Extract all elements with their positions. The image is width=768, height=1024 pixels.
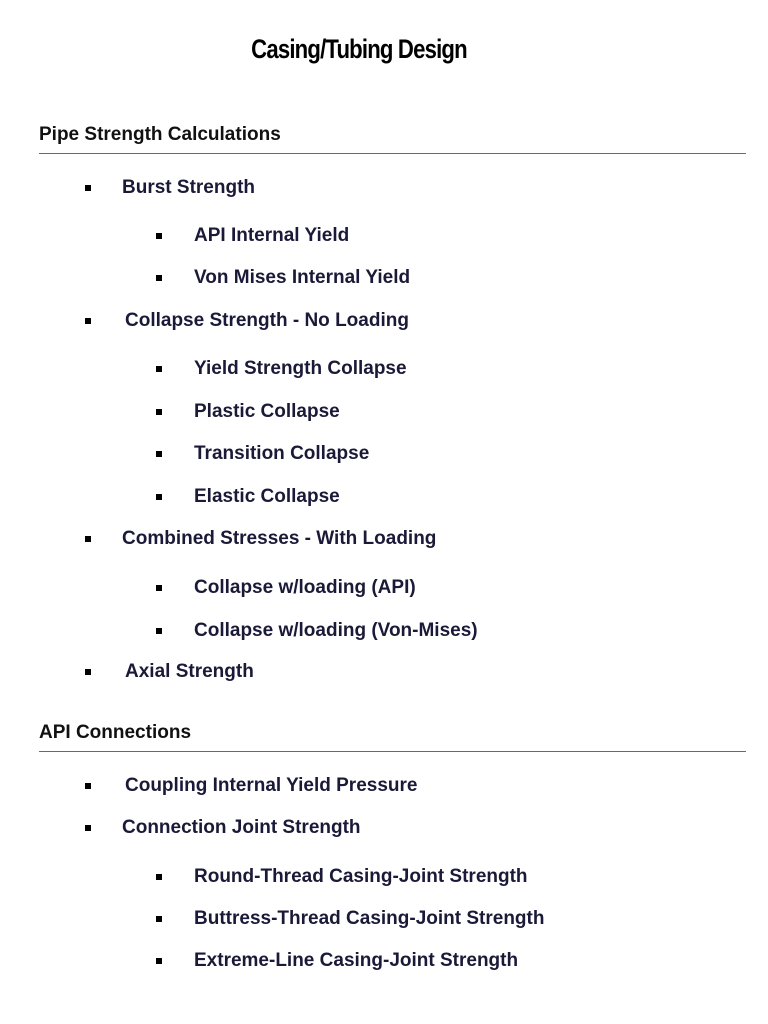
bullet-icon: [85, 536, 91, 542]
link-von-mises-internal-yield[interactable]: Von Mises Internal Yield: [194, 267, 411, 288]
link-combined-stresses[interactable]: Combined Stresses - With Loading: [122, 528, 437, 549]
bullet-icon: [156, 958, 162, 964]
link-collapse-strength[interactable]: Collapse Strength - No Loading: [125, 310, 409, 331]
list-item-transition-collapse[interactable]: [194, 443, 369, 465]
link-transition-collapse[interactable]: Transition Collapse: [194, 443, 370, 464]
bullet-icon: [156, 628, 162, 634]
bullet-icon: [156, 233, 162, 239]
list-item-von-mises-internal-yield[interactable]: [194, 267, 410, 289]
bullet-icon: [156, 585, 162, 591]
bullet-icon: [85, 185, 91, 191]
list-item-burst-strength[interactable]: [122, 177, 255, 199]
list-item-collapse-strength[interactable]: [125, 310, 409, 332]
list-item-axial-strength[interactable]: [125, 661, 254, 683]
bullet-icon: [156, 874, 162, 880]
list-item-elastic-collapse[interactable]: [194, 486, 340, 508]
bullet-icon: [85, 825, 91, 831]
bullet-icon: [85, 783, 91, 789]
bullet-icon: [85, 669, 91, 675]
link-yield-strength-collapse[interactable]: Yield Strength Collapse: [194, 358, 407, 379]
link-axial-strength[interactable]: Axial Strength: [125, 661, 254, 682]
link-api-internal-yield[interactable]: API Internal Yield: [194, 225, 350, 246]
list-item-api-internal-yield[interactable]: [194, 225, 349, 247]
link-burst-strength[interactable]: Burst Strength: [122, 177, 255, 198]
list-item-collapse-loading-von-mises[interactable]: [194, 620, 478, 642]
bullet-icon: [156, 451, 162, 457]
link-connection-joint-strength[interactable]: Connection Joint Strength: [122, 817, 361, 838]
link-collapse-loading-von-mises[interactable]: Collapse w/loading (Von-Mises): [194, 620, 478, 641]
link-collapse-loading-api[interactable]: Collapse w/loading (API): [194, 577, 416, 598]
list-item-plastic-collapse[interactable]: [194, 401, 340, 423]
page-title: Casing/Tubing Design: [251, 34, 467, 64]
bullet-icon: [156, 366, 162, 372]
list-item-coupling-internal-yield[interactable]: [125, 775, 417, 797]
list-item-yield-strength-collapse[interactable]: [194, 358, 407, 380]
link-coupling-internal-yield[interactable]: Coupling Internal Yield Pressure: [125, 775, 418, 796]
link-elastic-collapse[interactable]: Elastic Collapse: [194, 486, 340, 507]
list-item-collapse-loading-api[interactable]: [194, 577, 416, 599]
bullet-icon: [156, 494, 162, 500]
link-extreme-line[interactable]: Extreme-Line Casing-Joint Strength: [194, 950, 519, 971]
list-item-combined-stresses[interactable]: [122, 528, 436, 550]
link-round-thread[interactable]: Round-Thread Casing-Joint Strength: [194, 866, 528, 887]
section-heading-pipe-strength: Pipe Strength Calculations: [39, 124, 746, 154]
link-buttress-thread[interactable]: Buttress-Thread Casing-Joint Strength: [194, 908, 545, 929]
bullet-icon: [156, 916, 162, 922]
list-item-connection-joint-strength[interactable]: [122, 817, 361, 839]
bullet-icon: [156, 275, 162, 281]
bullet-icon: [156, 409, 162, 415]
link-plastic-collapse[interactable]: Plastic Collapse: [194, 401, 340, 422]
list-item-round-thread[interactable]: [194, 866, 528, 888]
list-item-extreme-line[interactable]: [194, 950, 518, 972]
bullet-icon: [85, 318, 91, 324]
section-heading-api-connections: API Connections: [39, 722, 746, 752]
list-item-buttress-thread[interactable]: [194, 908, 544, 930]
